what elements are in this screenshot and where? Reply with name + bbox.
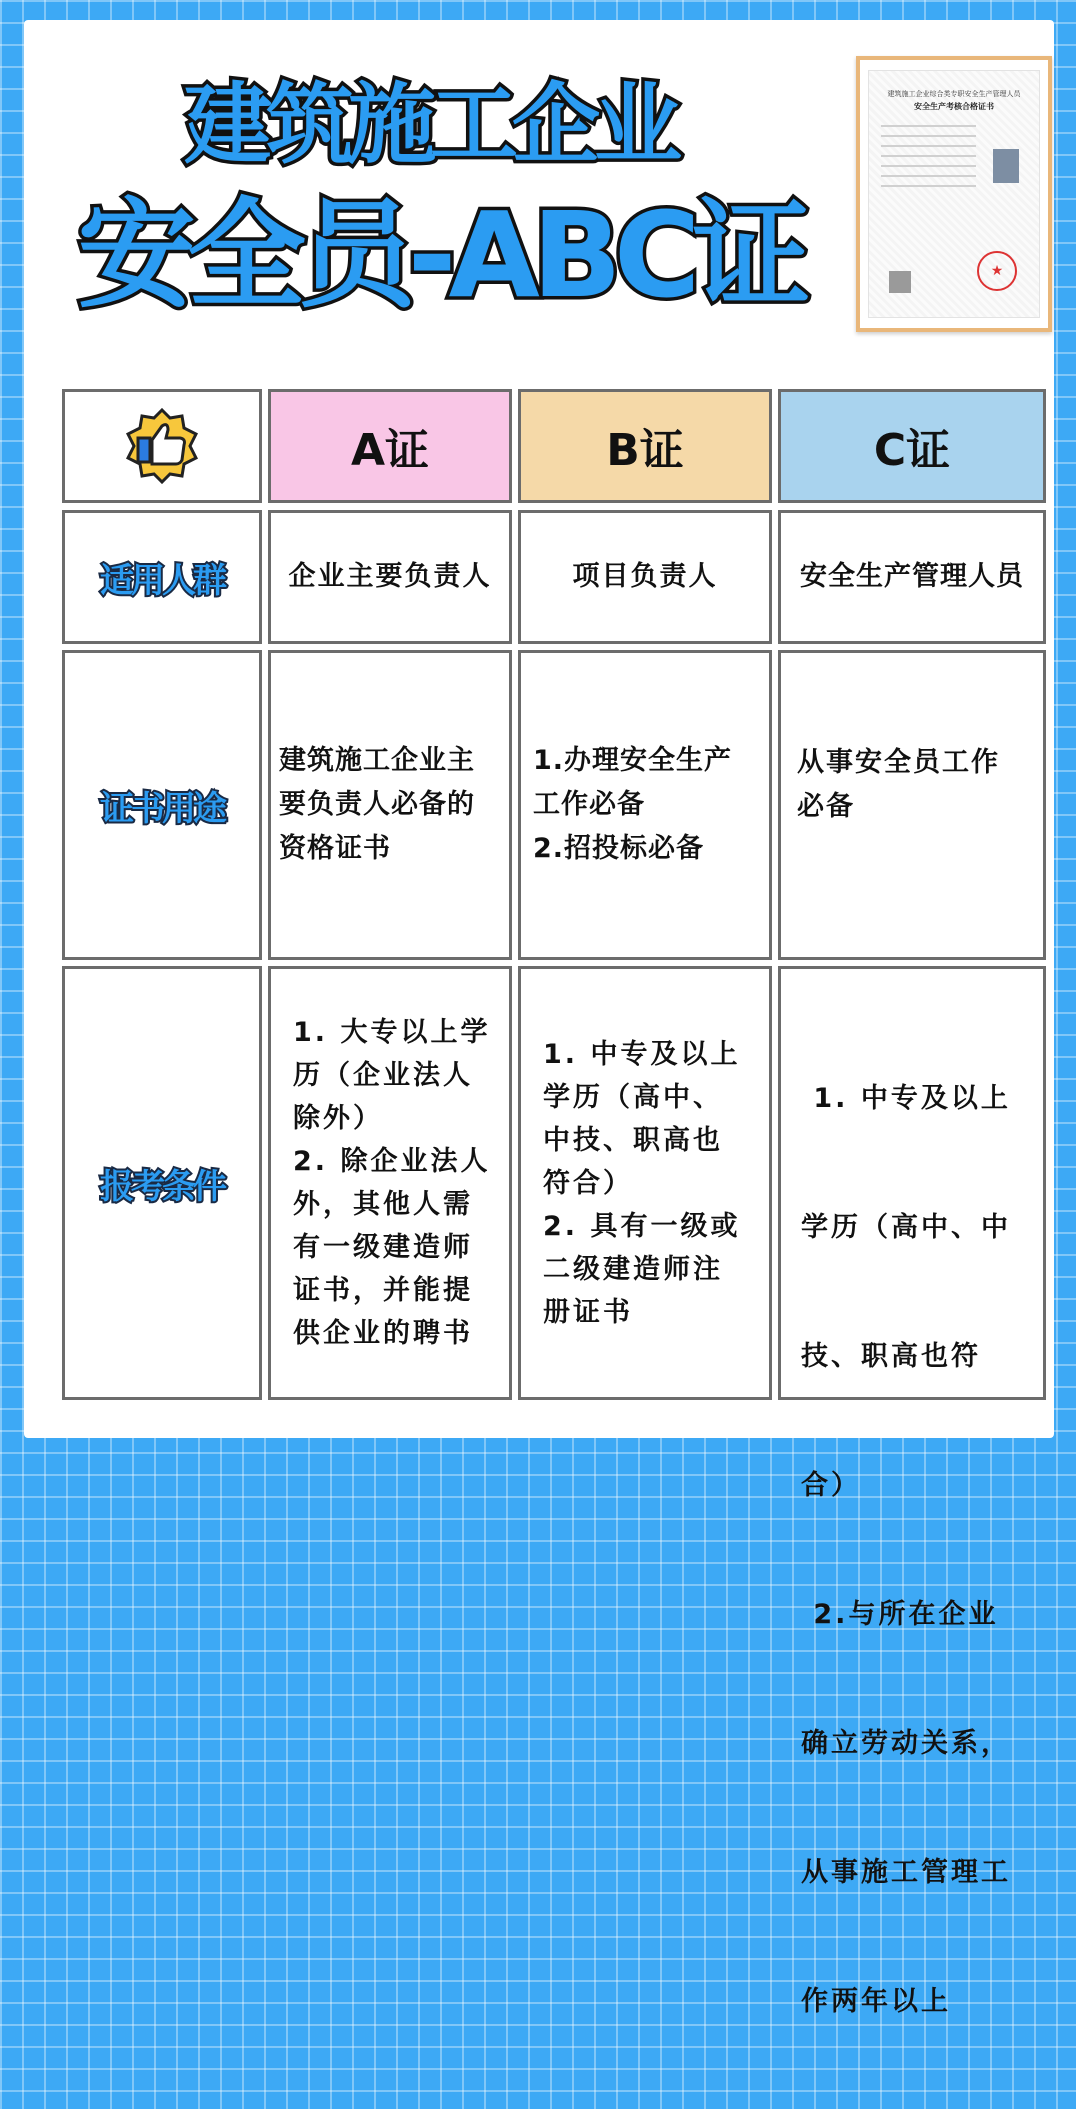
cell-text: 资格证书 bbox=[279, 833, 391, 864]
title-line-1: 建筑施工企业 bbox=[183, 73, 676, 176]
cell-text: 符合） bbox=[543, 1168, 633, 1199]
cell-text: 历（企业法人 bbox=[293, 1060, 473, 1091]
cell-c-row1 bbox=[778, 510, 1046, 644]
cell-text: 确立劳动关系， bbox=[801, 1728, 1011, 1759]
certificate-image bbox=[856, 56, 1052, 332]
column-header-a bbox=[268, 389, 512, 503]
red-star-seal-icon: ★ bbox=[977, 251, 1017, 291]
certificate-title: 建筑施工企业综合类专职安全生产管理人员 bbox=[887, 90, 1021, 98]
cell-a-row3 bbox=[268, 966, 512, 1400]
row-header-label: 报考条件 bbox=[100, 1166, 224, 1207]
thumbs-up-icon bbox=[124, 408, 200, 484]
cell-text: 从事安全员工作 bbox=[797, 747, 1000, 778]
column-header-c-label: C证 bbox=[873, 425, 951, 476]
cell-text: 2. 具有一级或 bbox=[543, 1211, 741, 1242]
certificate-subtitle: 安全生产考核合格证书 bbox=[914, 102, 994, 111]
qr-code-icon bbox=[889, 271, 911, 293]
cell-b-row2 bbox=[518, 650, 772, 960]
cell-text: 学历（高中、中 bbox=[801, 1212, 1011, 1243]
certificate-photo bbox=[993, 149, 1019, 183]
cell-text: 从事施工管理工 bbox=[801, 1857, 1011, 1888]
cell-text: 工作必备 bbox=[533, 789, 645, 820]
cell-text: 1.办理安全生产 bbox=[533, 745, 733, 776]
cell-text: 1. 中专及以上 bbox=[801, 1083, 1011, 1114]
column-header-a-label: A证 bbox=[350, 425, 430, 476]
column-header-c bbox=[778, 389, 1046, 503]
column-header-b-label: B证 bbox=[606, 425, 684, 476]
cell-text: 外，其他人需 bbox=[293, 1189, 473, 1220]
cell-text: 建筑施工企业主 bbox=[279, 745, 475, 776]
cell-text: 2. 除企业法人 bbox=[293, 1146, 491, 1177]
cell-text: 要负责人必备的 bbox=[279, 789, 475, 820]
cell-text: 中技、职高也 bbox=[543, 1125, 723, 1156]
cell-c-row3 bbox=[778, 966, 1046, 2017]
cell-b-row1 bbox=[518, 510, 772, 644]
cell-text: 2.招投标必备 bbox=[533, 833, 705, 864]
column-header-b bbox=[518, 389, 772, 503]
cell-text: 2.与所在企业 bbox=[801, 1599, 999, 1630]
row-header-exam-requirements bbox=[62, 966, 262, 1400]
cell-text: 有一级建造师 bbox=[293, 1232, 473, 1263]
title-line-2: 安全员-ABC证 bbox=[77, 186, 803, 324]
cell-text: 供企业的聘书 bbox=[293, 1318, 473, 1349]
cell-text: 除外） bbox=[293, 1103, 383, 1134]
cell-text: 证书，并能提 bbox=[293, 1275, 473, 1306]
cell-text: 安全生产管理人员 bbox=[800, 561, 1024, 592]
row-header-certificate-use bbox=[62, 650, 262, 960]
cell-text: 1. 中专及以上 bbox=[543, 1039, 741, 1070]
cell-a-row2 bbox=[268, 650, 512, 960]
cell-text: 项目负责人 bbox=[572, 561, 718, 592]
row-header-label: 适用人群 bbox=[100, 560, 224, 601]
cell-c-row2 bbox=[778, 650, 1046, 960]
corner-cell bbox=[62, 389, 262, 503]
cell-text: 技、职高也符 bbox=[801, 1341, 981, 1372]
cell-text: 作两年以上 bbox=[801, 1986, 951, 2017]
cell-text: 二级建造师注 bbox=[543, 1254, 723, 1285]
cell-text: 必备 bbox=[797, 791, 855, 822]
cell-text: 合） bbox=[801, 1470, 861, 1501]
cell-a-row1 bbox=[268, 510, 512, 644]
cell-text: 企业主要负责人 bbox=[288, 561, 492, 592]
row-header-applicable-people bbox=[62, 510, 262, 644]
cell-text: 1. 大专以上学 bbox=[293, 1017, 491, 1048]
row-header-label: 证书用途 bbox=[100, 788, 224, 829]
cell-text: 册证书 bbox=[543, 1297, 633, 1328]
cell-b-row3 bbox=[518, 966, 772, 1400]
cell-text: 学历（高中、 bbox=[543, 1082, 723, 1113]
